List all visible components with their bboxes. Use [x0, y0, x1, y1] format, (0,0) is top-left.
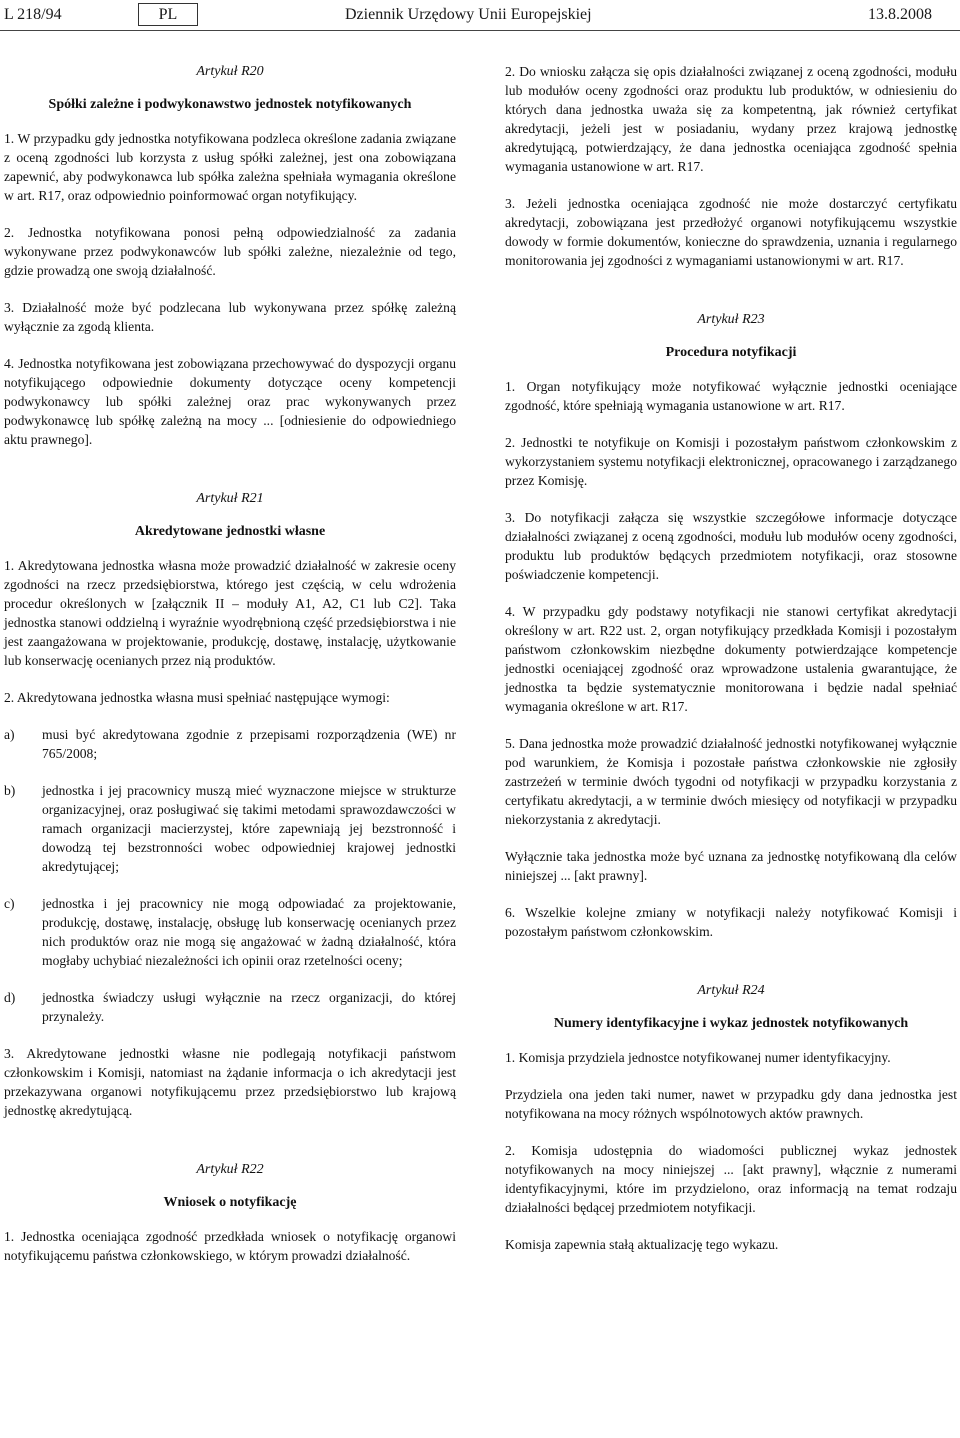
language-code-box: PL [138, 3, 198, 26]
page-header [0, 0, 960, 31]
article-r20-paragraph-1: 1. W przypadku gdy jednostka notyfikowana podzleca określone zadania związane z oceną zgodności lub korzysta z usług spółki zależnej, jest ona zobowiązana zapewnić, aby podwykonawca lub spółka zależna spełniała wymagania określone w art. R17, oraz odpowiednio poinformować organ notyfikujący. [4, 131, 456, 203]
article-r21-paragraph-1: 1. Akredytowana jednostka własna może prowadzić działalność w zakresie oceny zgodności na rzecz przedsiębiorstwa, którego jest częścią, w celu wdrożenia procedur określonych w [załącznik II – moduły A1, A2, C1 lub C2]. Taka jednostka stanowi oddzielną i wyraźnie wyodrębnioną część przedsiębiorstwa i nie jest zaangażowana w projektowanie, produkcję, dostawę, instalację, użytkowanie lub konserwację ocenianych przez nią produktów. [4, 558, 456, 668]
article-r20-title: Spółki zależne i podwykonawstwo jednostek notyfikowanych [48, 97, 412, 112]
left-column [4, 62, 456, 1283]
article-r23-paragraph-6: 6. Wszelkie kolejne zmiany w notyfikacji należy notyfikować Komisji i pozostałym państwom członkowskim. [505, 905, 957, 939]
article-r22-paragraph-1: 1. Jednostka oceniająca zgodność przedkłada wniosek o notyfikację organowi notyfikującemu państwa członkowskiego, w którym prowadzi działalność. [4, 1229, 456, 1263]
list-item-c [4, 894, 456, 970]
article-r23-paragraph-5: 5. Dana jednostka może prowadzić działalność jednostki notyfikowanej wyłącznie pod warunkiem, że Komisja i pozostałe państwa członkowskie nie zgłosiły zastrzeżeń w terminie dwóch tygodni od notyfikacji w przypadku korzystania z certyfikatu akredytacji, a w terminie dwóch miesięcy od notyfikacji w przypadku niekorzystania z akredytacji. [505, 736, 957, 827]
article-r20-number: Artykuł R20 [196, 64, 264, 79]
article-r23-paragraph-5b: Wyłącznie taka jednostka może być uznana za jednostkę notyfikowaną dla celów niniejszej ... [akt prawny]. [505, 849, 957, 883]
article-r22-paragraph-2: 2. Do wniosku załącza się opis działalności związanej z oceną zgodności, modułu lub modułów oceny zgodności oraz produktu lub produktów, w odniesieniu do których dana jednostka uważa się za kompetentną, jak również certyfikat akredytacji, jeżeli jest w posiadaniu, wydany przez krajową jednostkę akredytującą, potwierdzający, że dana jednostka oceniająca zgodność spełnia wymagania ustanowione w art. R17. [505, 64, 957, 174]
list-item-label: b) [4, 783, 16, 798]
list-item-label: d) [4, 990, 16, 1005]
publication-date: 13.8.2008 [868, 6, 932, 23]
article-r21-paragraph-3: 3. Akredytowane jednostki własne nie podlegają notyfikacji państwom członkowskim i Komisji, natomiast na żądanie informacja o ich akredytacji jest przekazywana organowi notyfikującemu przez przedsiębiorstwo lub krajową jednostkę akredytującą. [4, 1046, 456, 1118]
list-item-text: jednostka i jej pracownicy nie mogą odpowiadać za projektowanie, produkcję, dostawę, instalację, obsługę lub konserwację ocenianych przez nich produktów oraz nie mogą się angażować w żadną działalność, która mogłaby uchybiać niezależności ich opinii oraz rzetelności oceny; [42, 896, 456, 968]
article-r24-paragraph-2b: Komisja zapewnia stałą aktualizację tego wykazu. [505, 1237, 779, 1252]
article-r24-number: Artykuł R24 [697, 983, 765, 998]
article-r24-paragraph-1: 1. Komisja przydziela jednostce notyfikowanej numer identyfikacyjny. [505, 1050, 891, 1065]
article-r24-title: Numery identyfikacyjne i wykaz jednostek notyfikowanych [553, 1016, 909, 1031]
right-column [505, 62, 957, 1272]
article-r21-title: Akredytowane jednostki własne [134, 524, 326, 539]
list-item-text: musi być akredytowana zgodnie z przepisami rozporządzenia (WE) nr 765/2008; [42, 727, 456, 761]
article-r20-paragraph-3: 3. Działalność może być podzlecana lub wykonywana przez spółkę zależną wyłącznie za zgodą klienta. [4, 300, 456, 334]
article-r23-paragraph-3: 3. Do notyfikacji załącza się wszystkie szczegółowe informacje dotyczące działalności związanej z oceną zgodności, modułu lub modułów oceny zgodności, produktu lub produktów będących przedmiotem notyfikacji, oraz stosowne poświadczenie kompetencji. [505, 510, 957, 582]
article-r23-paragraph-2: 2. Jednostki te notyfikuje on Komisji i pozostałym państwom członkowskim z wykorzystaniem systemu notyfikacji elektronicznej, opracowanego i zarządzanego przez Komisję. [505, 435, 957, 488]
list-item-b [4, 781, 456, 876]
list-item-label: a) [4, 727, 15, 742]
article-r23-paragraph-1: 1. Organ notyfikujący może notyfikować wyłącznie jednostki oceniające zgodność, które spełniają wymagania ustanowione w art. R17. [505, 379, 957, 413]
article-r21-number: Artykuł R21 [196, 491, 264, 506]
article-r22-number: Artykuł R22 [196, 1162, 264, 1177]
list-item-text: jednostka i jej pracownicy muszą mieć wyznaczone miejsce w strukturze organizacyjnej, oraz posługiwać się takimi metodami sprawozdawczości w ramach organizacji macierzystej, które zapewniają jej bezstronność i dowodzą tej bezstronności wobec odpowiedniej krajowej jednostki akredytującej; [42, 783, 456, 874]
list-item-d [4, 988, 456, 1026]
article-r22-title: Wniosek o notyfikację [163, 1195, 297, 1210]
article-r23-paragraph-4: 4. W przypadku gdy podstawy notyfikacji nie stanowi certyfikat akredytacji określony w art. R22 ust. 2, organ notyfikujący przedkłada Komisji i pozostałym państwom członkowskim niezbędne dokumenty potwierdzające kompetencje jednostki oceniającej zgodność oraz wprowadzone ustalenia gwarantujące, że jednostka ta będzie systematycznie monitorowana i będzie nadal spełniać wymagania określone w art. R17. [505, 604, 957, 714]
article-r22-paragraph-3: 3. Jeżeli jednostka oceniająca zgodność nie może dostarczyć certyfikatu akredytacji, zobowiązana jest przedłożyć organowi notyfikującemu wszystkie dowody w formie dokumentów, konieczne do sprawdzenia, uznania i regularnego monitorowania jej zgodności z wymaganiami ustanowionymi w art. R17. [505, 196, 957, 268]
article-r21-paragraph-2: 2. Akredytowana jednostka własna musi spełniać następujące wymogi: [4, 690, 390, 705]
article-r24-paragraph-2: 2. Komisja udostępnia do wiadomości publicznej wykaz jednostek notyfikowanych na mocy niniejszej ... [akt prawny], włącznie z numerami identyfikacyjnymi, które im przydzielono, oraz informacją na temat rodzaju działalności będącej przedmiotem notyfikacji. [505, 1143, 957, 1215]
journal-title: Dziennik Urzędowy Unii Europejskiej [345, 6, 592, 23]
list-item-label: c) [4, 896, 15, 911]
article-r23-title: Procedura notyfikacji [665, 345, 797, 360]
article-r20-paragraph-2: 2. Jednostka notyfikowana ponosi pełną odpowiedzialność za zadania wykonywane przez podwykonawców lub spółki zależne, niezależnie od tego, gdzie prowadzą one swoją działalność. [4, 225, 456, 278]
article-r24-paragraph-1b: Przydziela ona jeden taki numer, nawet w przypadku gdy dana jednostka jest notyfikowana na mocy różnych wspólnotowych aktów prawnych. [505, 1087, 957, 1121]
page-reference: L 218/94 [4, 6, 62, 23]
article-r23-number: Artykuł R23 [697, 312, 765, 327]
list-item-a [4, 725, 456, 763]
list-item-text: jednostka świadczy usługi wyłącznie na rzecz organizacji, do której przynależy. [42, 990, 456, 1024]
article-r20-paragraph-4: 4. Jednostka notyfikowana jest zobowiązana przechowywać do dyspozycji organu notyfikującego odpowiednie dokumenty dotyczące oceny kompetencji podwykonawcy lub spółki zależnej oraz prac wykonywanych przez podwykonawcę lub spółkę zależną na mocy ... [odniesienie do odpowiedniego aktu prawnego]. [4, 356, 456, 447]
